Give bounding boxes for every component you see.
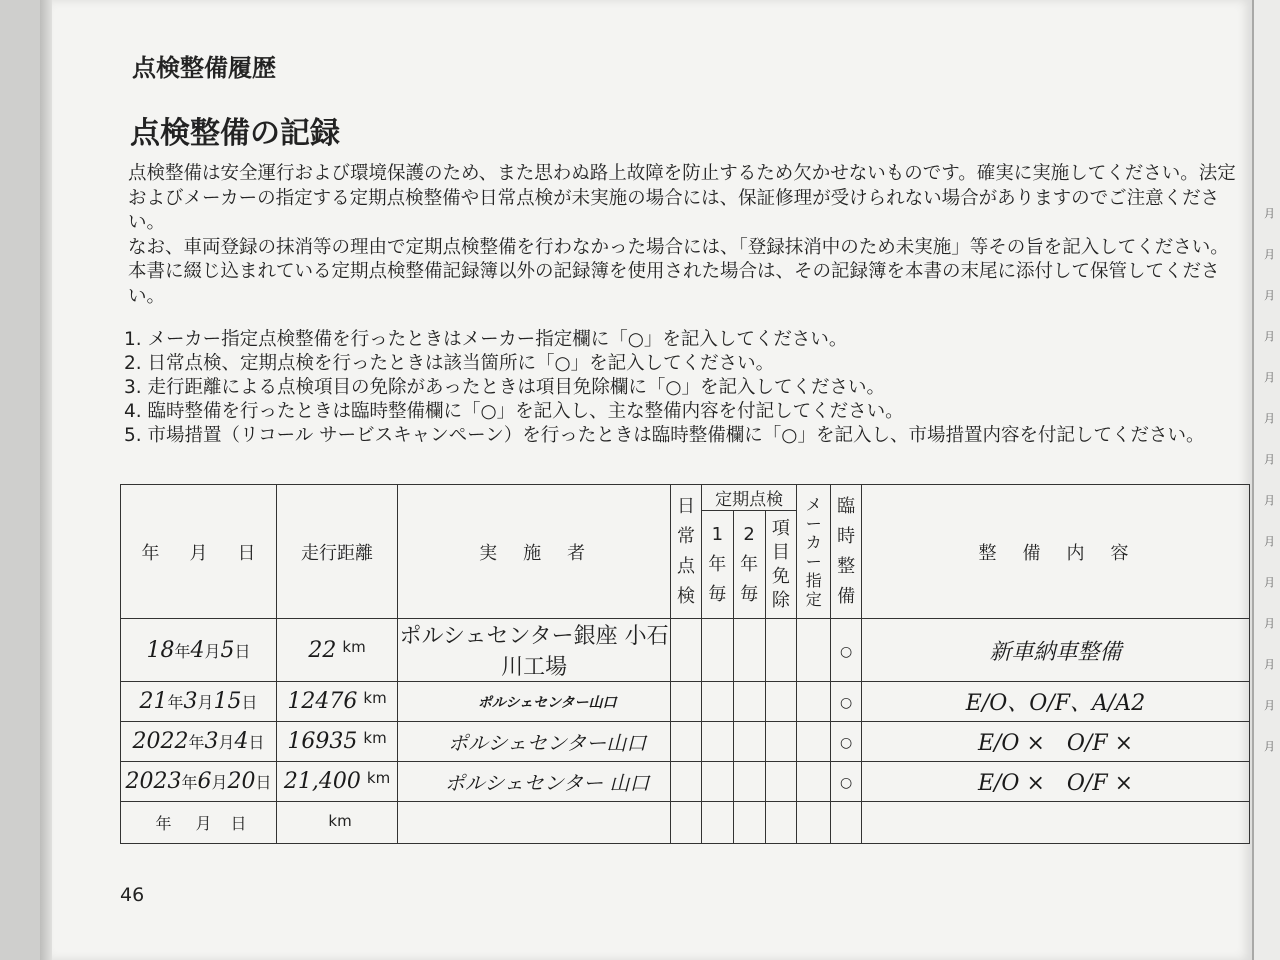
header-daily-inspection (671, 485, 702, 619)
instruction-item-2: 2. 日常点検、定期点検を行ったときは該当箇所に「○」を記入してください。 (124, 353, 775, 374)
row-odometer-unit: km (366, 769, 391, 787)
table-row (121, 619, 1250, 682)
next-page-edge (1252, 0, 1280, 960)
next-page-mark: 月 (1264, 453, 1275, 466)
instruction-list (124, 328, 1250, 448)
row-daily (671, 619, 702, 682)
table-row-blank (121, 802, 1250, 844)
blank-row-content (861, 802, 1249, 844)
row-temporary (831, 762, 862, 802)
next-page-mark: 月 (1264, 412, 1275, 425)
row-odometer (277, 722, 398, 762)
row-maker (797, 722, 831, 762)
row-performer-text: ポルシェセンター銀座 小石川工場 (399, 624, 669, 680)
row-month-label: 月 (204, 641, 221, 661)
next-page-mark: 月 (1264, 371, 1275, 384)
next-page-mark: 月 (1264, 658, 1275, 671)
row-temporary (831, 722, 862, 762)
row-month: 3 (183, 689, 198, 714)
next-page-mark: 月 (1264, 617, 1275, 630)
row-year-label: 年 (174, 641, 191, 661)
row-year: 2022 (132, 729, 189, 754)
header-every-1-year (701, 511, 733, 619)
header-maker-char: 指 (805, 570, 822, 590)
row-odometer-unit: km (363, 689, 387, 707)
header-exempt-char: 項 (771, 517, 790, 539)
header-maker-specified (797, 485, 831, 619)
row-temporary (831, 682, 862, 722)
row-date (121, 762, 277, 802)
row-performer (398, 722, 671, 762)
row-temporary-mark: ○ (839, 643, 853, 660)
blank-row-odometer (277, 802, 398, 844)
row-day: 20 (227, 769, 256, 794)
row-exempt (765, 722, 797, 762)
header-temporary-char: 臨 (837, 495, 856, 517)
blank-row-exempt (765, 802, 797, 844)
header-daily-char: 検 (677, 585, 695, 607)
header-yearly1-char: 年 (708, 553, 727, 575)
row-odometer-value: 12476 (287, 689, 358, 714)
row-odometer-value: 22 (308, 637, 337, 663)
header-maker-char: カ (805, 532, 822, 552)
row-maker (797, 762, 831, 802)
row-yearly2 (733, 682, 765, 722)
row-maker (797, 682, 831, 722)
table-row (121, 722, 1250, 762)
instruction-item-1: 1. メーカー指定点検整備を行ったときはメーカー指定欄に「○」を記入してください。 (124, 329, 848, 350)
next-page-mark: 月 (1264, 535, 1275, 548)
row-yearly1 (701, 762, 733, 802)
main-title: 点検整備の記録 (130, 116, 340, 151)
next-page-mark: 月 (1264, 289, 1275, 302)
header-maker-char: メ (805, 494, 822, 514)
next-page-mark: 月 (1264, 699, 1275, 712)
row-performer-text: ポルシェセンター 山口 (444, 771, 650, 795)
header-temporary-char: 整 (837, 555, 856, 577)
blank-row-temporary (831, 802, 862, 844)
row-exempt (765, 762, 797, 802)
row-year: 21 (139, 689, 168, 714)
blank-row-performer (398, 802, 671, 844)
row-yearly1 (701, 682, 733, 722)
row-exempt (765, 682, 797, 722)
row-year: 2023 (125, 769, 182, 794)
row-content (861, 762, 1249, 802)
row-year-label: 年 (167, 693, 184, 712)
row-odometer-unit: km (342, 637, 366, 656)
next-page-mark: 月 (1264, 207, 1275, 220)
row-day: 15 (213, 689, 242, 714)
instruction-item-3: 3. 走行距離による点検項目の免除があったときは項目免除欄に「○」を記入してください。 (124, 377, 885, 398)
row-month: 4 (190, 637, 205, 663)
row-content-text: 新車納車整備 (989, 639, 1122, 665)
header-exempt-char: 除 (771, 589, 790, 611)
row-day-label: 日 (241, 693, 258, 712)
next-page-mark: 月 (1264, 740, 1275, 753)
row-day: 4 (234, 729, 249, 754)
row-month-label: 月 (197, 693, 214, 712)
intro-text (128, 162, 1246, 309)
header-temporary-char: 時 (837, 525, 856, 547)
row-performer (398, 762, 671, 802)
row-odometer (277, 762, 398, 802)
next-page-mark: 月 (1264, 494, 1275, 507)
header-maintenance-content: 整 備 内 容 (861, 485, 1249, 619)
table-row (121, 762, 1250, 802)
row-yearly2 (733, 722, 765, 762)
row-date (121, 682, 277, 722)
header-temporary-maintenance (831, 485, 862, 619)
header-item-exemption (765, 511, 797, 619)
next-page-mark: 月 (1264, 330, 1275, 343)
row-year: 18 (146, 637, 175, 663)
header-yearly1-char: 1 (711, 523, 724, 545)
row-content-text: E/O × O/F × (977, 771, 1134, 796)
header-maker-char: 定 (805, 589, 822, 609)
row-daily (671, 722, 702, 762)
row-yearly1 (701, 722, 733, 762)
row-content-text: E/O × O/F × (977, 731, 1134, 756)
row-yearly2 (733, 762, 765, 802)
row-day: 5 (220, 637, 235, 663)
row-performer-text: ポルシェセンター山口 (477, 695, 617, 711)
row-day-label: 日 (255, 773, 272, 792)
blank-row-yearly2 (733, 802, 765, 844)
header-periodic-inspection: 定期点検 (701, 485, 796, 511)
instruction-item-4: 4. 臨時整備を行ったときは臨時整備欄に「○」を記入し、主な整備内容を付記してください。 (124, 401, 904, 422)
row-temporary (831, 619, 862, 682)
row-date (121, 619, 277, 682)
blank-odometer-unit: km (328, 812, 352, 830)
row-performer-text: ポルシェセンター山口 (447, 731, 647, 755)
row-odometer (277, 619, 398, 682)
header-yearly2-char: 毎 (740, 583, 759, 605)
maintenance-record-table (120, 484, 1250, 844)
header-maker-char: ー (805, 551, 822, 571)
row-odometer-value: 21,400 (283, 769, 361, 794)
header-daily-char: 点 (677, 555, 695, 577)
row-temporary-mark: ○ (839, 775, 853, 791)
header-every-2-years (733, 511, 765, 619)
header-maker-char: ー (805, 513, 822, 533)
header-yearly2-char: 年 (740, 553, 759, 575)
header-exempt-char: 目 (771, 541, 790, 563)
header-daily-char: 常 (677, 525, 695, 547)
row-odometer-value: 16935 (287, 729, 358, 754)
row-content (861, 619, 1249, 682)
row-year-label: 年 (188, 733, 205, 752)
next-page-mark: 月 (1264, 248, 1275, 261)
row-odometer (277, 682, 398, 722)
row-daily (671, 762, 702, 802)
section-title: 点検整備履歴 (132, 54, 276, 82)
next-page-mark: 月 (1264, 576, 1275, 589)
blank-day-label: 日 (230, 814, 247, 833)
header-date-day: 日 (237, 542, 256, 564)
instruction-item-5: 5. 市場措置（リコール サービスキャンペーン）を行ったときは臨時整備欄に「○」を記入し、市場措置内容を付記してください。 (124, 425, 1205, 446)
header-date-month: 月 (189, 542, 208, 564)
row-maker (797, 619, 831, 682)
intro-paragraph-1: 点検整備は安全運行および環境保護のため、また思わぬ路上故障を防止するため欠かせないものです。確実に実施してください。法定およびメーカーの指定する定期点検整備や日常点検が未実施の場合には、保証修理が受けられない場合がありますのでご注意ください。 (128, 163, 1236, 233)
row-temporary-mark: ○ (839, 735, 853, 751)
blank-row-daily (671, 802, 702, 844)
blank-row-date (121, 802, 277, 844)
row-yearly2 (733, 619, 765, 682)
row-month: 6 (197, 769, 212, 794)
row-yearly1 (701, 619, 733, 682)
row-exempt (765, 619, 797, 682)
header-yearly1-char: 毎 (708, 583, 727, 605)
row-month: 3 (204, 729, 219, 754)
intro-paragraph-2: なお、車両登録の抹消等の理由で定期点検整備を行わなかった場合には、「登録抹消中のため未実施」等その旨を記入してください。本書に綴じ込まれている定期点検整備記録簿以外の記録簿を使用された場合は、その記録簿を本書の末尾に添付して保管してください。 (128, 236, 1229, 307)
row-month-label: 月 (211, 773, 228, 792)
header-exempt-char: 免 (771, 565, 790, 587)
row-performer (398, 682, 671, 722)
header-date (121, 485, 277, 619)
row-temporary-mark: ○ (839, 695, 853, 711)
row-content (861, 682, 1249, 722)
page-number: 46 (120, 884, 145, 906)
row-year-label: 年 (181, 773, 198, 792)
row-content (861, 722, 1249, 762)
row-month-label: 月 (218, 733, 235, 752)
row-odometer-unit: km (363, 729, 387, 747)
header-date-year: 年 (141, 542, 160, 564)
blank-month-label: 月 (195, 814, 212, 833)
row-daily (671, 682, 702, 722)
header-daily-char: 日 (677, 495, 695, 517)
blank-row-yearly1 (701, 802, 733, 844)
header-temporary-char: 備 (837, 585, 856, 607)
table-row (121, 682, 1250, 722)
header-odometer: 走行距離 (277, 485, 398, 619)
row-performer (398, 619, 671, 682)
row-content-text: E/O、O/F、A/A2 (965, 691, 1146, 716)
blank-year-label: 年 (155, 814, 172, 833)
row-day-label: 日 (248, 733, 265, 752)
row-date (121, 722, 277, 762)
row-day-label: 日 (234, 641, 251, 661)
header-performed-by: 実 施 者 (398, 485, 671, 619)
blank-row-maker (797, 802, 831, 844)
header-yearly2-char: 2 (743, 523, 755, 545)
